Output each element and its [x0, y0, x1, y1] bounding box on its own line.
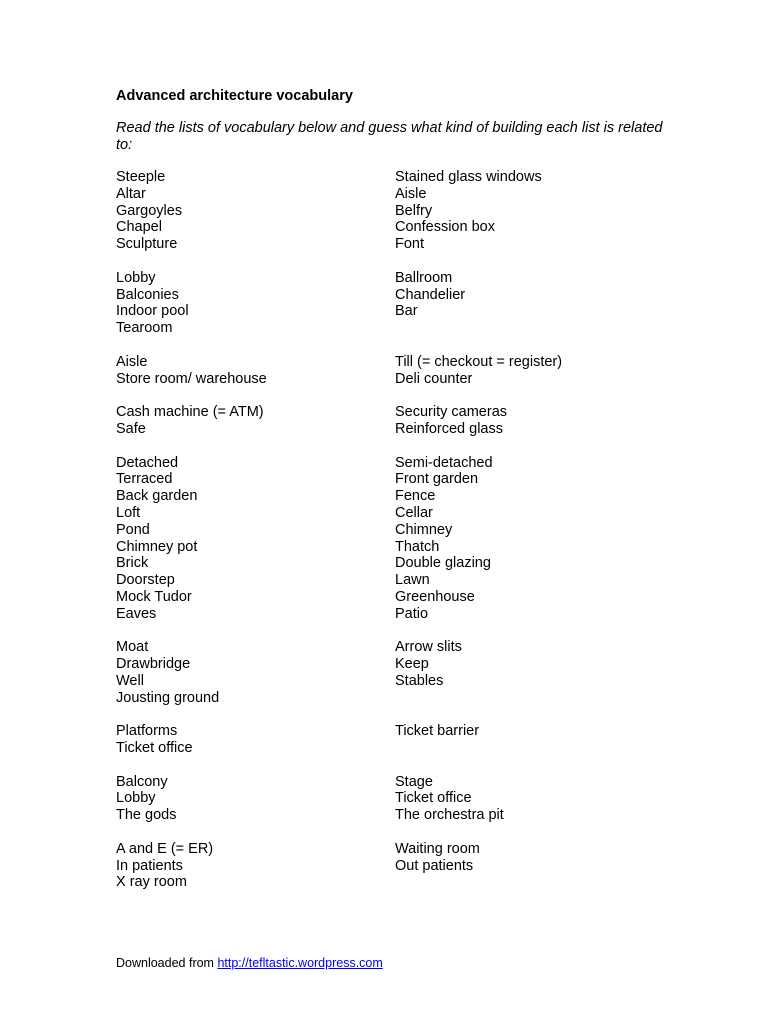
worksheet — [116, 86, 676, 908]
vocabulary-column-right — [395, 841, 675, 891]
instructions: Read the lists of vocabulary below and guess what kind of building each list is related to: — [116, 120, 663, 153]
vocabulary-word: Doorstep — [116, 572, 175, 589]
vocabulary-word: Gargoyles — [116, 202, 183, 219]
vocabulary-word: Lobby — [116, 790, 156, 807]
vocabulary-column-left — [116, 169, 395, 253]
vocabulary-column-left — [116, 723, 395, 757]
vocabulary-word: Indoor pool — [116, 303, 189, 320]
vocabulary-word: Moat — [116, 639, 149, 656]
vocabulary-column-left — [116, 841, 395, 891]
vocabulary-word: Deli counter — [395, 370, 473, 387]
vocabulary-column-right — [395, 723, 675, 757]
vocabulary-group — [116, 270, 676, 337]
vocabulary-word: In patients — [116, 857, 183, 874]
vocabulary-word: Loft — [116, 504, 141, 521]
vocabulary-word: Arrow slits — [395, 639, 462, 656]
vocabulary-group — [116, 169, 676, 253]
vocabulary-word: Tearoom — [116, 320, 173, 337]
vocabulary-groups — [116, 169, 676, 891]
vocabulary-word: Semi-detached — [395, 454, 493, 471]
vocabulary-word: Chandelier — [395, 286, 466, 303]
vocabulary-word: Keep — [395, 656, 429, 673]
vocabulary-word: Font — [395, 236, 425, 253]
vocabulary-word: Brick — [116, 555, 149, 572]
vocabulary-word: Ticket barrier — [395, 723, 480, 740]
vocabulary-word: Security cameras — [395, 404, 508, 421]
vocabulary-word: Ticket office — [395, 790, 472, 807]
vocabulary-column-left — [116, 774, 395, 824]
vocabulary-word: Pond — [116, 521, 150, 538]
vocabulary-group — [116, 639, 676, 706]
vocabulary-word: Out patients — [395, 857, 474, 874]
vocabulary-column-right — [395, 404, 675, 438]
footer-prefix: Downloaded from — [116, 956, 218, 970]
vocabulary-word: Thatch — [395, 538, 440, 555]
vocabulary-word: Steeple — [116, 169, 166, 185]
vocabulary-word: Cellar — [395, 504, 433, 521]
vocabulary-group — [116, 404, 676, 438]
vocabulary-word: Chimney pot — [116, 538, 198, 555]
vocabulary-column-left — [116, 354, 395, 388]
vocabulary-word: Mock Tudor — [116, 588, 192, 605]
vocabulary-word: Aisle — [395, 185, 427, 202]
vocabulary-word: Sculpture — [116, 236, 178, 253]
vocabulary-word: Ballroom — [395, 269, 453, 286]
vocabulary-word: Lobby — [116, 269, 156, 286]
footer — [116, 955, 383, 971]
vocabulary-word: Altar — [116, 185, 146, 202]
page-title: Advanced architecture vocabulary — [116, 88, 353, 104]
vocabulary-group — [116, 455, 676, 623]
vocabulary-word: Till (= checkout = register) — [395, 353, 563, 370]
vocabulary-word: Terraced — [116, 471, 173, 488]
vocabulary-word: Balcony — [116, 773, 168, 790]
vocabulary-word: Drawbridge — [116, 656, 191, 673]
vocabulary-column-left — [116, 270, 395, 337]
vocabulary-word: Front garden — [395, 471, 479, 488]
vocabulary-word: Store room/ warehouse — [116, 370, 267, 387]
vocabulary-word: X ray room — [116, 874, 187, 891]
vocabulary-word: Aisle — [116, 353, 148, 370]
vocabulary-word: Chimney — [395, 521, 453, 538]
vocabulary-word: Eaves — [116, 605, 157, 622]
vocabulary-group — [116, 354, 676, 388]
vocabulary-column-right — [395, 774, 675, 824]
vocabulary-word: Confession box — [395, 219, 495, 236]
vocabulary-column-right — [395, 455, 675, 623]
vocabulary-column-left — [116, 404, 395, 438]
vocabulary-word: Stained glass windows — [395, 169, 542, 185]
vocabulary-word: Chapel — [116, 219, 162, 236]
vocabulary-word: Safe — [116, 420, 146, 437]
vocabulary-word: Balconies — [116, 286, 179, 303]
vocabulary-group — [116, 841, 676, 891]
vocabulary-word: Well — [116, 672, 144, 689]
vocabulary-word: Bar — [395, 303, 418, 320]
vocabulary-word: The orchestra pit — [395, 807, 504, 824]
vocabulary-word: Ticket office — [116, 740, 193, 757]
vocabulary-group — [116, 774, 676, 824]
vocabulary-column-right — [395, 270, 675, 337]
vocabulary-word: Platforms — [116, 723, 178, 740]
vocabulary-word: Patio — [395, 605, 429, 622]
vocabulary-word: Double glazing — [395, 555, 491, 572]
vocabulary-column-left — [116, 455, 395, 623]
vocabulary-word: Back garden — [116, 488, 198, 505]
vocabulary-group — [116, 723, 676, 757]
source-link[interactable]: http://tefltastic.wordpress.com — [217, 956, 383, 970]
vocabulary-word: Greenhouse — [395, 588, 475, 605]
vocabulary-word: Lawn — [395, 572, 430, 589]
vocabulary-word: Stables — [395, 672, 444, 689]
vocabulary-word: A and E (= ER) — [116, 840, 214, 857]
vocabulary-word: Detached — [116, 454, 179, 471]
vocabulary-word: Jousting ground — [116, 689, 220, 706]
vocabulary-word: Waiting room — [395, 840, 480, 857]
vocabulary-column-left — [116, 639, 395, 706]
vocabulary-word: The gods — [116, 807, 177, 824]
vocabulary-word: Stage — [395, 773, 433, 790]
vocabulary-column-right — [395, 354, 675, 388]
vocabulary-word: Fence — [395, 488, 436, 505]
vocabulary-word: Reinforced glass — [395, 420, 503, 437]
vocabulary-column-right — [395, 639, 675, 706]
vocabulary-column-right — [395, 169, 675, 253]
vocabulary-word: Cash machine (= ATM) — [116, 404, 264, 421]
vocabulary-word: Belfry — [395, 202, 433, 219]
